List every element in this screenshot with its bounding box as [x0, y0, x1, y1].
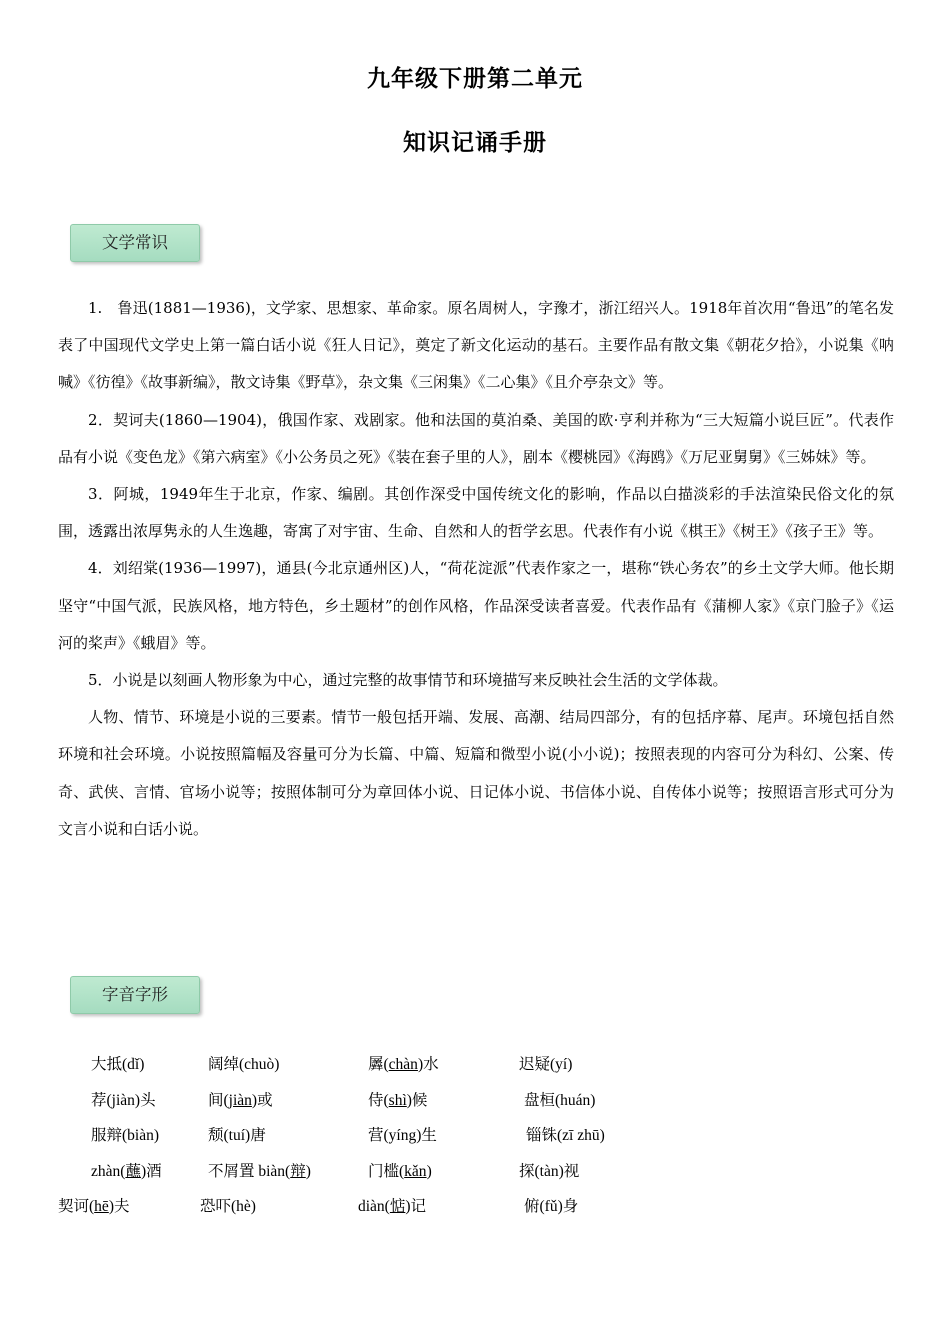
vocab-item: 盘桓(huán)	[524, 1092, 596, 1109]
vocab-item: zhàn(蘸)酒	[91, 1163, 162, 1180]
page-title: 九年级下册第二单元	[367, 65, 583, 92]
vocab-item: 俯(fǔ)身	[524, 1198, 579, 1215]
paragraph: 3．阿城，1949年生于北京，作家、编剧。其创作深受中国传统文化的影响，作品以白描淡彩的手法渲染民俗文化的氛围，透露出浓厚隽永的人生逸趣，寄寓了对宇宙、生命、自然和人的哲学玄思。代表作有小说《棋王》《树王》《孩子王》等。	[58, 485, 894, 541]
vocab-item: 间(jiàn)或	[208, 1092, 273, 1109]
literature-content	[58, 290, 894, 848]
paragraph: 4．刘绍棠(1936—1997)，通县(今北京通州区)人，“荷花淀派”代表作家之一，堪称“铁心务农”的乡土文学大师。他长期坚守“中国气派，民族风格，地方特色，乡土题材”的创作风格，作品深受读者喜爱。代表作品有《蒲柳人家》《京门脸子》《运河的桨声》《蛾眉》等。	[58, 559, 894, 652]
vocab-item: 不屑置 biàn(辩)	[208, 1163, 311, 1180]
vocab-item: 荐(jiàn)头	[91, 1092, 156, 1109]
vocab-item: 门槛(kǎn)	[368, 1163, 432, 1180]
vocab-item: 侍(shì)候	[368, 1092, 428, 1109]
vocab-item: 阔绰(chuò)	[208, 1056, 280, 1073]
vocab-item: 迟疑(yí)	[519, 1056, 573, 1073]
vocab-item: 颓(tuí)唐	[208, 1127, 266, 1144]
section-label-pronunciation: 字音字形	[70, 976, 200, 1014]
vocab-item: 羼(chàn)水	[368, 1056, 439, 1073]
paragraph: 2．契诃夫(1860—1904)，俄国作家、戏剧家。他和法国的莫泊桑、美国的欧·亨利并称为“三大短篇小说巨匠”。代表作品有小说《变色龙》《第六病室》《小公务员之死》《装在套子里的人》，剧本《樱桃园》《海鸥》《万尼亚舅舅》《三姊妹》等。	[58, 410, 894, 466]
paragraph: 人物、情节、环境是小说的三要素。情节一般包括开端、发展、高潮、结局四部分，有的包括序幕、尾声。环境包括自然环境和社会环境。小说按照篇幅及容量可分为长篇、中篇、短篇和微型小说(小小说)；按照表现的内容可分为科幻、公案、传奇、武侠、言情、官场小说等；按照体制可分为章回体小说、日记体小说、书信体小说、自传体小说等；按照语言形式可分为文言小说和白话小说。	[58, 708, 894, 838]
paragraph: 5．小说是以刻画人物形象为中心，通过完整的故事情节和环境描写来反映社会生活的文学体裁。	[88, 671, 728, 690]
vocab-item: 契诃(hē)夫	[58, 1198, 130, 1215]
vocab-item: diàn(惦)记	[358, 1198, 427, 1215]
page-subtitle: 知识记诵手册	[403, 129, 547, 156]
vocab-item: 锱铢(zī zhū)	[526, 1127, 605, 1144]
paragraph: 1. 鲁迅(1881—1936)，文学家、思想家、革命家。原名周树人，字豫才，浙江绍兴人。1918年首次用“鲁迅”的笔名发表了中国现代文学史上第一篇白话小说《狂人日记》，奠定了新文化运动的基石。主要作品有散文集《朝花夕拾》，小说集《呐喊》《彷徨》《故事新编》，散文诗集《野草》，杂文集《三闲集》《二心集》《且介亭杂文》等。	[58, 299, 894, 392]
vocab-item: 营(yíng)生	[368, 1127, 437, 1144]
vocab-item: 恐吓(hè)	[200, 1198, 256, 1215]
section-label-literature: 文学常识	[70, 224, 200, 262]
vocab-item: 服辩(biàn)	[91, 1127, 160, 1144]
vocab-item: 探(tàn)视	[519, 1163, 580, 1180]
vocab-item: 大抵(dǐ)	[91, 1056, 145, 1073]
